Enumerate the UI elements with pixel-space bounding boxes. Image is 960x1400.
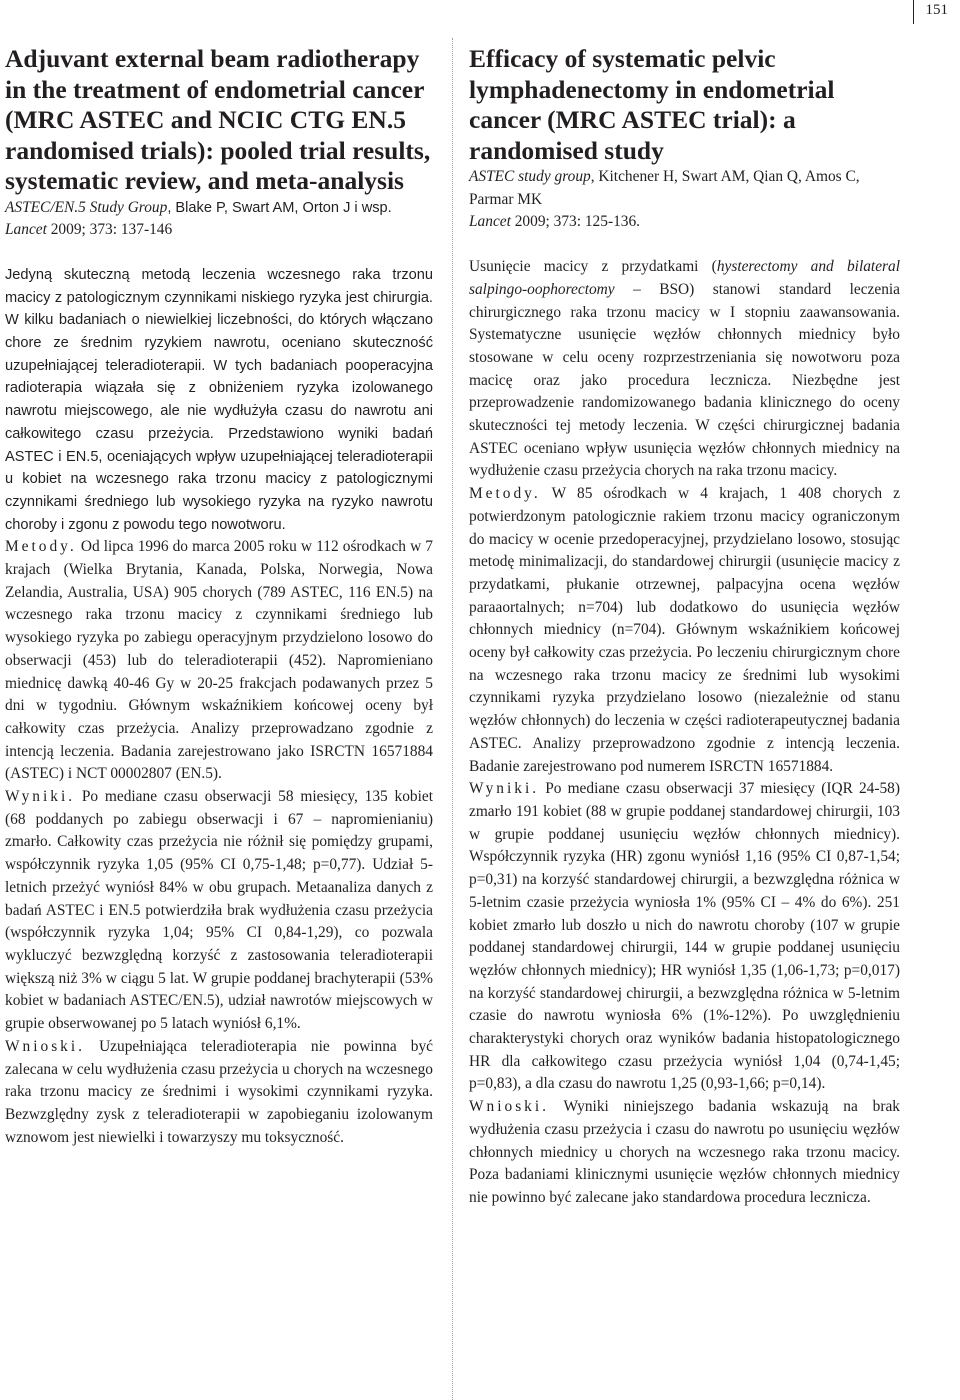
intro-text-b: – BSO) stanowi standard leczenia chirurgicznego raka trzonu macicy w I stopniu zaawansowania. Systematyczne usunięcie węzłów chłonnych miednicy było stosowane w celu oceny rozprzestrzeniania się nowotworu poza macicę oraz jako procedura lecznicza. Niezbędne jest przeprowadzenie randomizowanego badania klinicznego do oceny skuteczności tej metody leczenia. W części chirurgicznej badania ASTEC oceniano wpływ usunięcia węzłów chłonnych miednicy na wydłużenie czasu przeżycia chorych na raka trzonu macicy. (469, 280, 900, 480)
journal-details: 2009; 373: 125-136. (510, 213, 640, 231)
citation (469, 211, 900, 234)
intro-text-a: Usunięcie macicy z przydatkami ( (469, 258, 717, 276)
article-title: Adjuvant external beam radiotherapy in the treatment of endometrial cancer (MRC ASTEC and NCIC CTG EN.5 randomised trials): pooled trial results, systematic review, and meta-analysis (5, 44, 431, 195)
left-abstract (5, 44, 433, 1149)
results-text: Po mediane czasu obserwacji 37 miesięcy (IQR 24-58) zmarło 191 kobiet (88 w grupie poddanej standardowej chirurgii, 103 w grupie poddanej usunięciu węzłów chłonnych miednicy). Współczynnik ryzyka (HR) zgonu wyniósł 1,16 (95% CI 0,87-1,54; p=0,31) na korzyść standardowej chirurgii, a bezwzględna różnica w 5-letnim czasie przeżycia wyniosła 1% (95% CI – 4% do 6%). 251 kobiet zmarło lub doszło u nich do nawrotu choroby (107 w grupie poddanej standardowej chirurgii, 144 w grupie poddanej usunięciu węzłów chłonnych miednicy); HR wyniósł 1,35 (1,06-1,73; p=0,017) na korzyść standardowej chirurgii, a bezwzględna różnica w 5-letnim czasie do nawrotu wyniosła 6% (1%-12%). Po uwzględnieniu charakterystyki chorych oraz wyników badania histopatologicznego HR dla całkowitego czasu przeżycia wyniósł 1,04 (0,74-1,45; p=0,83), a dla czasu do nawrotu 1,25 (0,93-1,66; p=0,14). (469, 780, 900, 1093)
authors-list: , Blake P, Swart AM, Orton J i wsp. (167, 199, 392, 216)
citation (5, 219, 433, 242)
methods-label: Metody. (469, 485, 541, 503)
authors-list: , Kitchener H, Swart AM, Qian Q, Amos C, Parmar MK (469, 168, 860, 208)
intro-paragraph (5, 264, 433, 1149)
conclusions-text: Uzupełniająca teleradioterapia nie powinna być zalecana w celu wydłużenia czasu przeżycia u chorych na wczesnego raka trzonu macicy ze średnimi i wysokimi czynnikami ryzyka. Bezwzględny zysk z teleradioterapii w zapobieganiu izolowanym wznowom jest niewielki i towarzyszy mu toksyczność. (5, 1037, 433, 1146)
authors (469, 166, 900, 211)
conclusions-label: Wnioski. (5, 1037, 86, 1055)
page-number: 151 (913, 0, 959, 24)
results-text: Po mediane czasu obserwacji 58 miesięcy, 135 kobiet (68 poddanych po zabiegu obserwacji i 67 – napromienianiu) zmarło. Całkowity czas przeżycia nie różnił się pomiędzy grupami, współczynnik ryzyka 1,05 (95% CI 0,75-1,48; p=0,77). Udział 5-letnich przeżyć wyniósł 84% w obu grupach. Metaanaliza danych z badań ASTEC i EN.5 potwierdziła brak wydłużenia czasu przeżycia (współczynnik ryzyka 1,04; 95% CI 0,84-1,29), co pozwala wykluczyć bezwzględną korzyść z zastosowania teleradioterapii większą niż 3% w ciągu 5 lat. W grupie poddanej brachyterapii (53% kobiet w badaniach ASTEC/EN.5), udział nawrotów miejscowych w grupie obserwowanej po 5 latach wyniósł 6,1%. (5, 788, 433, 1033)
right-abstract (469, 44, 900, 1210)
conclusions-text: Wyniki niniejszego badania wskazują na brak wydłużenia czasu przeżycia i czasu do nawrotu po usunięciu węzłów chłonnych miednicy u chorych na wczesnego raka trzonu macicy. Poza badaniami klinicznymi usunięcie węzłów chłonnych miednicy nie powinno być zalecane jako standardowa procedura lecznicza. (469, 1098, 900, 1206)
journal-name: Lancet (5, 221, 47, 239)
methods-label: Metody. (5, 538, 77, 556)
authors-group: ASTEC study group (469, 168, 591, 185)
journal-details: 2009; 373: 137-146 (46, 221, 173, 239)
abstract-body (5, 264, 433, 1149)
authors (5, 197, 433, 220)
intro-text: Jedyną skuteczną metodą leczenia wczesnego raka trzonu macicy z patologicznym czynnikami niskiego ryzyka jest chirurgia. W kilku badaniach o niewielkiej liczebności, do których włączano chore ze średnim ryzykiem nawrotu, oceniano skuteczność uzupełniającej teleradioterapii. W tych badaniach pooperacyjna radioterapia wiązała się z obniżeniem ryzyka izolowanego nawrotu miejscowego, ale nie wydłużyła czasu do nawrotu ani całkowitego czasu przeżycia. Przedstawiono wyniki badań ASTEC i EN.5, oceniających wpływ uzupełniającej teleradioterapii u kobiet na wczesnego raka trzonu macicy z patologicznymi czynnikami średniego lub wysokiego ryzyka na ryzyko nawrotu choroby i zgonu z powodu tego nowotworu. (5, 266, 433, 533)
results-label: Wyniki. (469, 780, 540, 798)
abstract-body (469, 256, 900, 1210)
methods-text: W 85 ośrodkach w 4 krajach, 1 408 chorych z potwierdzonym patologicznie rakiem trzonu macicy ograniczonym do macicy w ocenie przedoperacyjnej, przydzielano losowo, stosując metodę minimalizacji, do standardowej chirurgii (usunięcie macicy z przydatkami, płukanie otrzewnej, palpacyjna ocena węzłów paraaortalnych; n=704) lub dodatkowo do usunięcia węzłów chłonnych miednicy (n=704). Głównym wskaźnikiem końcowej oceny był całkowity czas przeżycia. Po leczeniu chirurgicznym chore na wczesnego raka trzonu macicy ze średnimi lub wysokimi czynnikami ryzyka przydzielano losowo (niezależnie od stanu węzłów chłonnych) do leczenia w części radioterapeutycznej badania ASTEC. Analizy przeprowadzono zgodnie z intencją leczenia. Badanie zarejestrowano pod numerem ISRCTN 16571884. (469, 485, 900, 775)
results-label: Wyniki. (5, 788, 76, 806)
authors-group: ASTEC/EN.5 Study Group (5, 198, 168, 216)
column-divider (452, 38, 453, 1400)
article-title: Efficacy of systematic pelvic lymphadenectomy in endometrial cancer (MRC ASTEC trial): a randomised study (469, 44, 835, 165)
journal-name: Lancet (469, 213, 511, 231)
methods-text: Od lipca 1996 do marca 2005 roku w 112 ośrodkach w 7 krajach (Wielka Brytania, Kanada, Polska, Norwegia, Nowa Zelandia, Australia, USA) 905 chorych (789 ASTEC, 116 EN.5) na wczesnego raka trzonu macicy z czynnikami średniego lub wysokiego ryzyka po zabiegu operacyjnym przydzielono losowo do obserwacji (453) lub do teleradioterapii (452). Napromieniano miednicę dawką 40-46 Gy w 20-25 frakcjach podawanych przez 5 dni w tygodniu. Głównym wskaźnikiem końcowej oceny był całkowity czas przeżycia. Analizy przeprowadzano zgodnie z intencją leczenia. Badania zarejestrowano jako ISRCTN 16571884 (ASTEC) i NCT 00002807 (EN.5). (5, 538, 433, 783)
intro-paragraph (469, 256, 900, 1210)
conclusions-label: Wnioski. (469, 1098, 550, 1116)
intro-text-italic: hysterectomy and bilateral salpingo-oophorectomy (469, 258, 901, 298)
